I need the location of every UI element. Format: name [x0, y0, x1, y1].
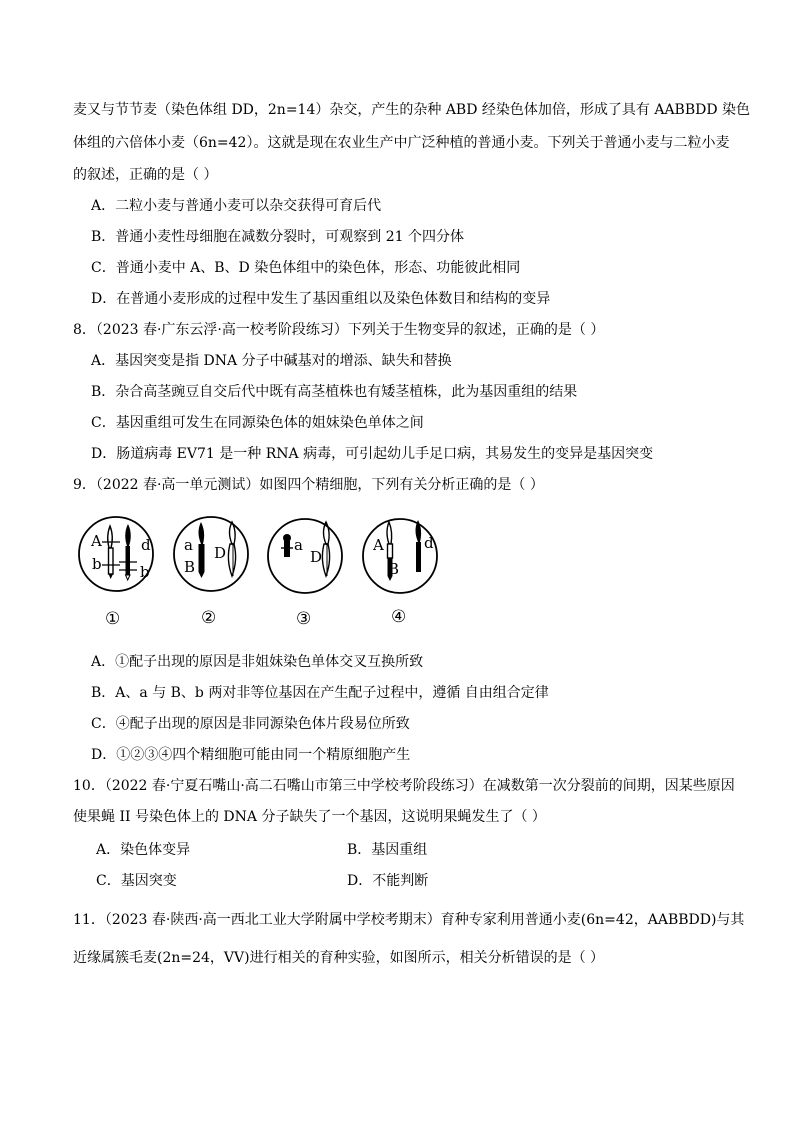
cell-4-gene-d: d: [424, 534, 434, 552]
cell-2-gene-a: a: [184, 536, 193, 554]
cell-4-chromosome-right: [416, 520, 422, 572]
q7-option-d: D．在普通小麦形成的过程中发生了基因重组以及染色体数目和结构的变异: [91, 291, 551, 307]
q7-stem-line-3: 的叙述，正确的是（ ）: [73, 167, 218, 183]
q7-stem-line-1: 麦又与节节麦（染色体组 DD，2n=14）杂交，产生的杂种 ABD 经染色体加倍，形成了具有 AABBDD 染色: [73, 102, 751, 118]
q7-stem-line-2: 体组的六倍体小麦（6n=42）。这就是现在农业生产中广泛种植的普通小麦。下列关于普通小麦与二粒小麦: [73, 135, 730, 151]
q7-option-b: B．普通小麦性母细胞在减数分裂时，可观察到 21 个四分体: [91, 229, 465, 245]
q8-option-a: A．基因突变是指 DNA 分子中碱基对的增添、缺失和替换: [91, 353, 452, 369]
cell-3-gene-d: D: [310, 548, 323, 566]
cell-3-membrane: [268, 519, 342, 593]
q11-stem-line-1: 11．（2023 春·陕西·高一西北工业大学附属中学校考期末）育种专家利用普通小麦(6n=42，AABBDD)与其: [73, 912, 745, 928]
q9-stem: 9．（2022 春·高一单元测试）如图四个精细胞，下列有关分析正确的是（ ）: [73, 477, 544, 493]
cell-2-gene-d: D: [214, 544, 227, 562]
q10-option-b: B．基因重组: [347, 842, 428, 858]
cell-2-chromosome-left: [199, 522, 205, 578]
q7-option-a: A．二粒小麦与普通小麦可以杂交获得可育后代: [91, 198, 382, 214]
cell-4-gene-a: A: [373, 536, 384, 554]
cell-4-gene-b: B: [388, 560, 400, 578]
cell-3-chromosome-left: [281, 534, 293, 557]
cell-1-gene-d: d: [141, 536, 151, 554]
cell-label-1: ①: [105, 609, 121, 629]
q8-stem: 8．（2023 春·广东云浮·高一校考阶段练习）下列关于生物变异的叙述，正确的是（ ）: [73, 322, 605, 338]
cell-2-membrane: [174, 517, 248, 591]
q11-stem-line-2: 近缘属簇毛麦(2n=24，VV)进行相关的育种实验，如图所示，相关分析错误的是（ ）: [73, 950, 605, 966]
q8-option-b: B．杂合高茎豌豆自交后代中既有高茎植株也有矮茎植株，此为基因重组的结果: [91, 384, 578, 400]
cell-label-2: ②: [201, 608, 217, 628]
q9-option-b: B．A、a 与 B、b 两对非等位基因在产生配子过程中，遵循 自由组合定律: [91, 685, 549, 701]
q9-option-d: D．①②③④四个精细胞可能由同一个精原细胞产生: [91, 747, 411, 763]
q10-option-c: C．基因突变: [96, 873, 177, 889]
cell-1-gene-a: A: [91, 532, 102, 550]
q9-option-c: C．④配子出现的原因是非同源染色体片段易位所致: [91, 716, 410, 732]
q10-option-a: A．染色体变异: [96, 842, 191, 858]
q10-option-d: D．不能判断: [347, 873, 429, 889]
cell-2-chromosome-right: [228, 522, 235, 576]
cell-1-gene-b: b: [92, 555, 102, 573]
cell-1-chromosome-left: [102, 526, 120, 579]
cell-3-gene-a: a: [294, 536, 303, 554]
q7-option-c: C．普通小麦中 A、B、D 染色体组中的染色体，形态、功能彼此相同: [91, 260, 521, 276]
cell-2-gene-b: B: [184, 558, 196, 576]
q9-option-a: A．①配子出现的原因是非姐妹染色单体交叉互换所致: [91, 654, 424, 670]
cell-1-chromosome-right: [119, 524, 137, 580]
cell-3-chromosome-right: [322, 522, 329, 576]
cell-label-4: ④: [391, 607, 407, 627]
cell-4-membrane: [363, 519, 437, 593]
q10-stem-line-2: 使果蝇 II 号染色体上的 DNA 分子缺失了一个基因，这说明果蝇发生了（ ）: [73, 809, 546, 825]
cell-label-3: ③: [296, 609, 312, 629]
q10-stem-line-1: 10．（2022 春·宁夏石嘴山·高二石嘴山市第三中学校考阶段练习）在减数第一次分裂前的间期，因某些原因: [73, 778, 735, 794]
q8-option-c: C．基因重组可发生在同源染色体的姐妹染色单体之间: [91, 415, 424, 431]
q8-option-d: D．肠道病毒 EV71 是一种 RNA 病毒，可引起幼儿手足口病，其易发生的变异是基因突变: [91, 446, 654, 462]
cell-1-gene-b2: b: [140, 563, 150, 581]
sperm-cells-figure: [78, 508, 458, 638]
